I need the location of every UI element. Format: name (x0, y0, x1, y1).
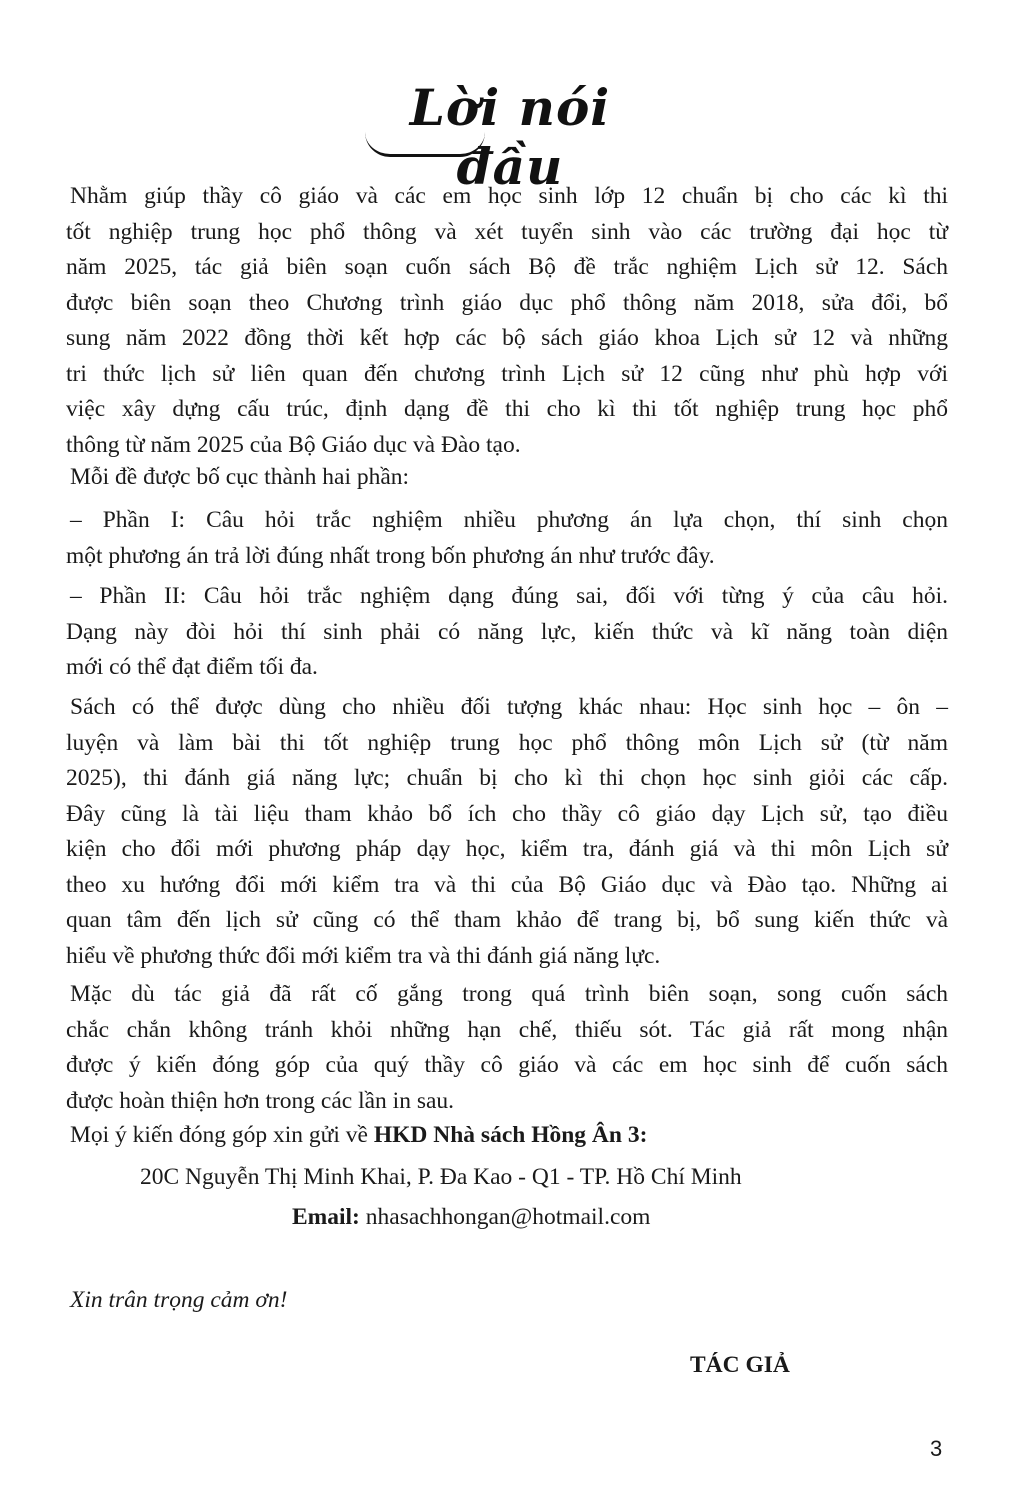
text-line: theo xu hướng đổi mới kiểm tra và thi của Bộ Giáo dục và Đào tạo. Những ai (66, 871, 948, 898)
paragraph (66, 579, 948, 686)
text-line: Đây cũng là tài liệu tham khảo bổ ích cho thầy cô giáo dạy Lịch sử, tạo điều (66, 800, 948, 827)
publisher-name: HKD Nhà sách Hồng Ân 3: (373, 1122, 648, 1148)
paragraph (66, 977, 948, 1119)
text-line: hiểu về phương thức đổi mới kiểm tra và thi đánh giá năng lực. (66, 942, 661, 969)
email-address: nhasachhongan@hotmail.com (359, 1204, 651, 1230)
text-line: Sách có thể được dùng cho nhiều đối tượng khác nhau: Học sinh học – ôn – (70, 694, 948, 720)
contact-intro: Mọi ý kiến đóng góp xin gửi về (70, 1122, 374, 1148)
email-label: Email: (292, 1204, 360, 1230)
text-line: thông từ năm 2025 của Bộ Giáo dục và Đào tạo. (66, 431, 521, 458)
page-title: Lời nói đầu (409, 78, 611, 196)
text-line: năm 2025, tác giả biên soạn cuốn sách Bộ đề trắc nghiệm Lịch sử 12. Sách (66, 254, 948, 280)
paragraph (66, 179, 948, 463)
page-number: 3 (930, 1436, 943, 1461)
text-line: Nhằm giúp thầy cô giáo và các em học sinh lớp 12 chuẩn bị cho các kì thi (70, 183, 948, 209)
text-line: quan tâm đến lịch sử cũng có thể tham khảo để trang bị, bổ sung kiến thức và (66, 907, 948, 933)
text-line: Mỗi đề được bố cục thành hai phần: (70, 464, 410, 490)
text-line: chắc chắn không tránh khỏi những hạn chế, thiếu sót. Tác giả rất mong nhận (66, 1016, 948, 1043)
contact-email-line (292, 1204, 650, 1231)
author-signature: TÁC GIẢ (690, 1352, 790, 1378)
text-line: được biên soạn theo Chương trình giáo dục phổ thông năm 2018, sửa đổi, bổ (66, 289, 948, 316)
text-line: tri thức lịch sử liên quan đến chương trình Lịch sử 12 cũng như phù hợp với (66, 360, 948, 387)
contact-line (70, 1122, 647, 1149)
title-swash-decoration (365, 132, 485, 157)
contact-address: 20C Nguyễn Thị Minh Khai, P. Đa Kao - Q1 - TP. Hồ Chí Minh (140, 1164, 742, 1190)
text-line: sung năm 2022 đồng thời kết hợp các bộ sách giáo khoa Lịch sử 12 và những (66, 325, 948, 351)
text-line: một phương án trả lời đúng nhất trong bốn phương án như trước đây. (66, 542, 715, 569)
text-line: kiện cho đổi mới phương pháp dạy học, kiểm tra, đánh giá và thi môn Lịch sử (66, 836, 948, 862)
text-line: được hoàn thiện hơn trong các lần in sau. (66, 1087, 455, 1114)
text-line: Mặc dù tác giả đã rất cố gắng trong quá trình biên soạn, song cuốn sách (70, 981, 948, 1007)
text-line: Dạng này đòi hỏi thí sinh phải có năng lực, kiến thức và kĩ năng toàn diện (66, 618, 948, 645)
paragraph (66, 503, 948, 574)
paragraph (66, 690, 948, 974)
text-line: được ý kiến đóng góp của quý thầy cô giáo và các em học sinh để cuốn sách (66, 1052, 948, 1078)
text-line: – Phần II: Câu hỏi trắc nghiệm dạng đúng sai, đối với từng ý của câu hỏi. (70, 583, 948, 609)
closing-text: Xin trân trọng cảm ơn! (70, 1287, 288, 1313)
text-line: – Phần I: Câu hỏi trắc nghiệm nhiều phương án lựa chọn, thí sinh chọn (70, 507, 948, 533)
text-line: mới có thể đạt điểm tối đa. (66, 654, 318, 680)
text-line: 2025), thi đánh giá năng lực; chuẩn bị cho kì thi chọn học sinh giỏi các cấp. (66, 765, 948, 791)
text-line: luyện và làm bài thi tốt nghiệp trung học phổ thông môn Lịch sử (từ năm (66, 729, 948, 756)
text-line: việc xây dựng cấu trúc, định dạng đề thi cho kì thi tốt nghiệp trung học phổ (66, 396, 948, 422)
text-line: tốt nghiệp trung học phổ thông và xét tuyển sinh vào các trường đại học từ (66, 218, 948, 245)
paragraph (66, 460, 948, 496)
